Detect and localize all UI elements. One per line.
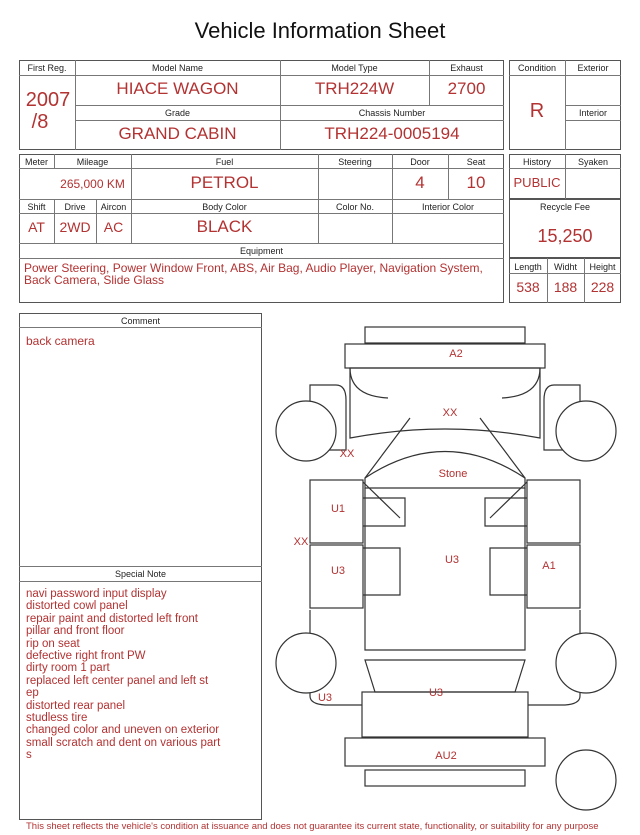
color-no-label: Color No. [335,202,374,212]
model-name-label: Model Name [151,63,204,73]
exhaust-value: 2700 [447,79,486,98]
aircon-value: AC [103,219,124,235]
seat-label: Seat [466,157,486,167]
history-label: History [522,157,551,167]
special-note-item: pillar and front floor [26,625,125,638]
special-note-item: distorted cowl panel [26,600,128,613]
model-name-value: HIACE WAGON [116,79,239,98]
syaken-label: Syaken [577,157,609,167]
mark-right-rear-door: U3 [330,565,346,577]
comment-label: Comment [120,316,160,326]
mark-right-front-fender: XX [339,448,355,460]
rear-glass-outline [365,660,525,692]
roof-outline [365,488,525,650]
special-note-list [26,588,220,762]
special-note-item: replaced left center panel and left st [26,674,209,687]
chassis-value: TRH224-0005194 [324,124,460,143]
mileage-value: 265,000 KM [60,177,125,191]
length-label: Length [514,262,542,272]
body-color-value: BLACK [196,217,253,236]
special-note-item: navi password input display [26,588,167,600]
front-bumper [365,327,525,343]
car-damage-diagram [270,320,632,820]
special-note-item: defective right front PW [26,650,146,663]
mark-right-side: XX [293,536,309,548]
grade-label: Grade [164,108,190,118]
special-note-label: Special Note [114,569,167,579]
chassis-label: Chassis Number [358,108,426,118]
model-type-value: TRH224W [314,79,395,98]
equipment-line-1: Power Steering, Power Window Front, ABS, Air Bag, Audio Player, Navigation System, [24,261,483,275]
mark-roof: U3 [444,554,460,566]
steering-label: Steering [338,157,372,167]
door-label: Door [410,157,430,167]
drive-value: 2WD [59,219,91,235]
special-note-item: changed color and uneven on exterior [26,724,220,737]
first-reg-year: 2007 [25,89,71,111]
interior-color-label: Interior Color [421,202,475,212]
width-value: 188 [553,279,578,295]
rear-right-wheel [276,633,336,693]
recycle-fee-value: 15,250 [537,226,593,246]
equipment-line-2: Back Camera, Slide Glass [24,273,165,287]
grade-value: GRAND CABIN [118,124,237,143]
model-type-label: Model Type [331,63,378,73]
mark-hood: XX [442,407,458,419]
sheet-title: Vehicle Information Sheet [194,18,446,43]
meter-label: Meter [24,157,48,167]
front-left-wheel [556,401,616,461]
spare-wheel [556,750,616,810]
special-note-item: s [26,749,32,762]
height-label: Height [589,262,616,272]
disclaimer-footer: This sheet reflects the vehicle's condition at issuance and does not guarantee its current state, functionality, or suitability for any purpose [26,821,599,832]
special-note-item: repair paint and distorted left front [26,612,198,625]
shift-value: AT [28,219,45,235]
first-reg-month: /8 [31,111,49,133]
first-reg-label: First Reg. [27,63,67,73]
condition-value: R [529,100,545,122]
fuel-value: PETROL [190,173,259,192]
special-note-item: small scratch and dent on various part [26,736,221,749]
seat-value: 10 [466,173,486,192]
interior-label: Interior [578,108,607,118]
mark-right-front-door: U1 [330,503,346,515]
rear-left-wheel [556,633,616,693]
length-value: 538 [516,279,540,295]
exhaust-label: Exhaust [450,63,483,73]
special-note-item: distorted rear panel [26,699,126,712]
front-right-wheel [276,401,336,461]
special-note-item: studless tire [26,712,88,725]
mark-right-rear-quarter: U3 [317,692,333,704]
hood-outline [350,368,540,438]
door-value: 4 [415,173,425,192]
special-note-item: dirty room 1 part [26,662,110,675]
equipment-label: Equipment [239,246,284,256]
body-color-label: Body Color [202,202,247,212]
shift-label: Shift [27,202,46,212]
height-value: 228 [590,279,615,295]
recycle-fee-label: Recycle Fee [539,202,591,212]
special-note-item: ep [26,687,39,700]
exterior-label: Exterior [577,63,609,73]
aircon-label: Aircon [100,202,127,212]
condition-label: Condition [517,63,557,73]
drive-label: Drive [64,202,86,212]
special-note-item: rip on seat [26,637,80,650]
mileage-label: Mileage [76,157,109,167]
mark-windshield: Stone [438,468,468,480]
width-label: Widht [553,262,577,272]
mark-front-bumper: A2 [449,348,463,360]
fuel-label: Fuel [215,157,234,167]
mark-rear-bumper: AU2 [435,750,457,762]
history-value: PUBLIC [513,175,561,190]
mark-rear-glass: U3 [428,687,444,699]
mark-left-side: A1 [542,560,556,572]
comment-text: back camera [26,334,95,348]
